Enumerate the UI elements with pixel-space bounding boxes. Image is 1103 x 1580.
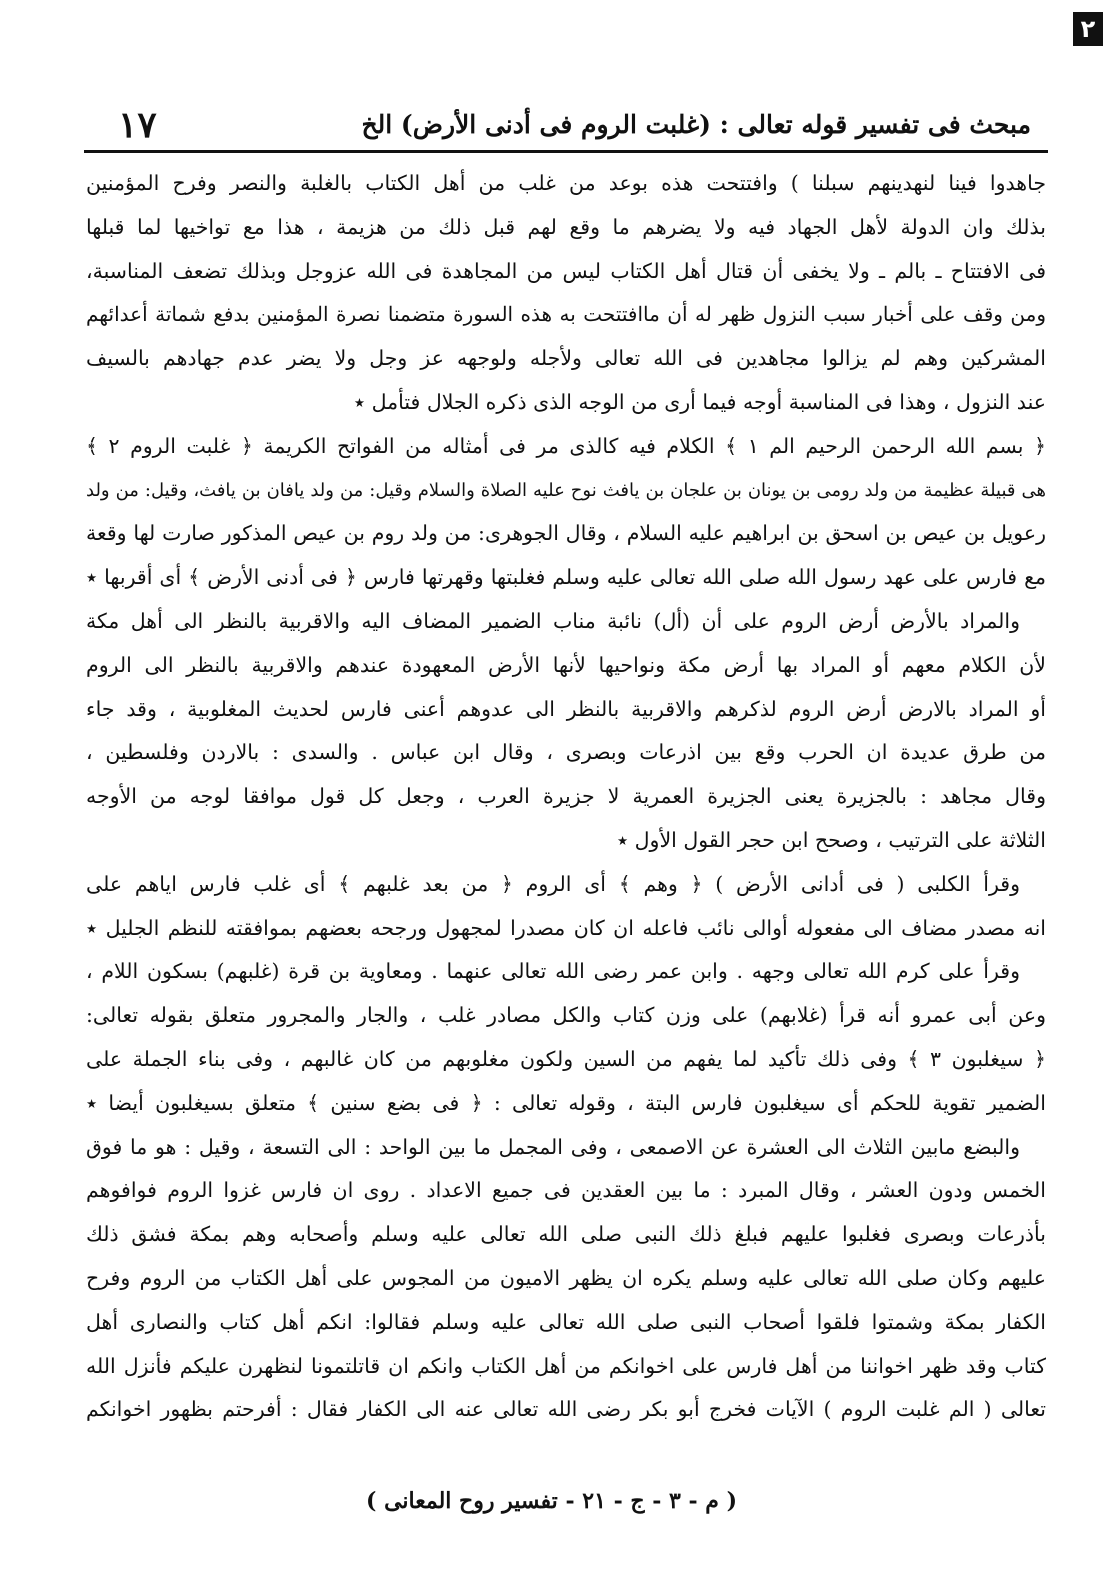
text-line: وقرأ على كرم الله تعالى وجهه . وابن عمر رضى الله تعالى عنهما . ومعاوية بن قرة (غلبهم) بسكون اللام ،	[86, 959, 1020, 984]
page-number: ١٧	[118, 104, 157, 146]
text-line: وعن أبى عمرو أنه قرأ (غلابهم) على وزن كتاب والكل مصادر غلب ، والجار والمجرور متعلق بقوله تعالى:	[86, 1003, 1046, 1028]
text-line: ﴿ سيغلبون ٣ ﴾ وفى ذلك تأكيد لما يفهم من السين ولكون مغلوبهم من كان غالبهم ، وفى بناء الجملة على	[86, 1046, 1046, 1071]
text-line: أو المراد بالارض أرض الروم لذكرهم والاقربية بالنظر الى عدوهم أعنى فارس لحديث المغلوبية ، وقد جاء	[86, 696, 1046, 721]
page-header	[118, 102, 1031, 146]
header-divider	[84, 150, 1048, 153]
text-line: بذلك وان الدولة لأهل الجهاد فيه ولا يضرهم ما وقع لهم قبل ذلك من هزيمة ، هذا مع تواخيها لما قبلها	[86, 214, 1046, 239]
text-line: والبضع مابين الثلاث الى العشرة عن الاصمعى ، وفى المجمل ما بين الواحد : الى التسعة ، وقيل : هو ما فوق	[86, 1134, 1020, 1159]
text-line: ومن وقف على أخبار سبب النزول ظهر له أن ماافتتحت به هذه السورة متضمنا نصرة المؤمنين بدفع شماتة أعدائهم	[86, 302, 1046, 327]
text-line: وقال مجاهد : بالجزيرة يعنى الجزيرة العمرية لا جزيرة العرب ، وجعل كل قول موافقا لوجه من الأوجه	[86, 784, 1046, 809]
text-line: لأن الكلام معهم أو المراد بها أرض مكة ونواحيها لأنها الأرض المعهودة عندهم والاقربية بالنظر الى الروم	[86, 652, 1046, 677]
text-line: رعويل بن عيص بن اسحق بن ابراهيم عليه السلام ، وقال الجوهرى: من ولد روم بن عيص المذكور صارت لها وقعة	[86, 521, 1046, 546]
text-line: من طرق عديدة ان الحرب وقع بين اذرعات وبصرى ، وقال ابن عباس . والسدى : بالاردن وفلسطين ،	[86, 740, 1046, 765]
text-line: الكفار بمكة وشمتوا فلقوا أصحاب النبى صلى الله تعالى عليه وسلم فقالوا: انكم أهل كتاب والنصارى أهل	[86, 1309, 1046, 1334]
text-line: عليهم وكان صلى الله تعالى عليه وسلم يكره ان يظهر الاميون من المجوس على أهل الكتاب من الروم وفرح	[86, 1265, 1046, 1290]
text-line: والمراد بالأرض أرض الروم على أن (أل) نائبة مناب الضمير المضاف اليه والاقربية بالنظر الى أهل مكة	[86, 608, 1020, 633]
text-line: كتاب وقد ظهر اخواننا من أهل فارس على اخوانكم من أهل الكتاب وانكم ان قاتلتمونا لنظهرن عليكم فأنزل الله	[86, 1353, 1046, 1378]
text-line: فى الافتتاح ـ بالم ـ ولا يخفى أن قتال أهل الكتاب ليس من المجاهدة فى الله عزوجل وبذلك تضعف المناسبة،	[86, 258, 1046, 283]
corner-tab: ٢	[1073, 12, 1103, 46]
text-line: وقرأ الكلبى ( فى أدانى الأرض ) ﴿ وهم ﴾ أى الروم ﴿ من بعد غلبهم ﴾ أى غلب فارس اياهم على	[86, 871, 1020, 896]
body-text	[86, 162, 1046, 1432]
text-line: تعالى ( الم غلبت الروم ) الآيات فخرج أبو بكر رضى الله تعالى عنه الى الكفار فقال : أفرحتم بظهور اخوانكم	[86, 1397, 1046, 1422]
text-line: بأذرعات وبصرى فغلبوا عليهم فبلغ ذلك النبى صلى الله تعالى عليه وسلم وأصحابه وهم بمكة فشق ذلك	[86, 1222, 1046, 1247]
text-line: عند النزول ، وهذا فى المناسبة أوجه فيما أرى من الوجه الذى ذكره الجلال فتأمل ٭	[353, 389, 1046, 414]
text-line: مع فارس على عهد رسول الله صلى الله تعالى عليه وسلم فغلبتها وقهرتها فارس ﴿ فى أدنى الأرض ﴾ أى أقربها ٭	[86, 565, 1046, 590]
text-line: هى قبيلة عظيمة من ولد رومى بن يونان بن علجان بن يافث نوح عليه الصلاة والسلام وقيل: من ولد يافان بن يافث، وقيل: من ولد	[86, 479, 1046, 501]
text-line: الثلاثة على الترتيب ، وصحح ابن حجر القول الأول ٭	[616, 827, 1046, 852]
page-footer: ( م - ٣ - ج - ٢١ - تفسير روح المعانى )	[366, 1488, 737, 1514]
running-title: مبحث فى تفسير قوله تعالى : (غلبت الروم فى أدنى الأرض) الخ	[361, 110, 1031, 139]
text-line: الضمير تقوية للحكم أى سيغلبون فارس البتة ، وقوله تعالى : ﴿ فى بضع سنين ﴾ متعلق بسيغلبون أيضا ٭	[86, 1090, 1046, 1115]
text-line: المشركين وهم لم يزالوا مجاهدين فى الله تعالى ولأجله ولوجهه عز وجل ولا يضر عدم جهادهم بالسيف	[86, 346, 1046, 371]
text-line: انه مصدر مضاف الى مفعوله أوالى نائب فاعله ان كان مصدرا لمجهول ورجحه بعضهم بموافقته للنظم الجليل ٭	[86, 915, 1046, 940]
verse-heading-line: ﴿ بسم الله الرحمن الرحيم الم ١ ﴾ الكلام فيه كالذى مر فى أمثاله من الفواتح الكريمة ﴿ غلبت الروم ٢ ﴾	[86, 433, 1046, 458]
text-line: الخمس ودون العشر ، وقال المبرد : ما بين العقدين فى جميع الاعداد . روى ان فارس غزوا الروم فوافوهم	[86, 1178, 1046, 1203]
text-line: جاهدوا فينا لنهدينهم سبلنا ) وافتتحت هذه بوعد من غلب من أهل الكتاب بالغلبة والنصر وفرح المؤمنين	[86, 171, 1046, 195]
